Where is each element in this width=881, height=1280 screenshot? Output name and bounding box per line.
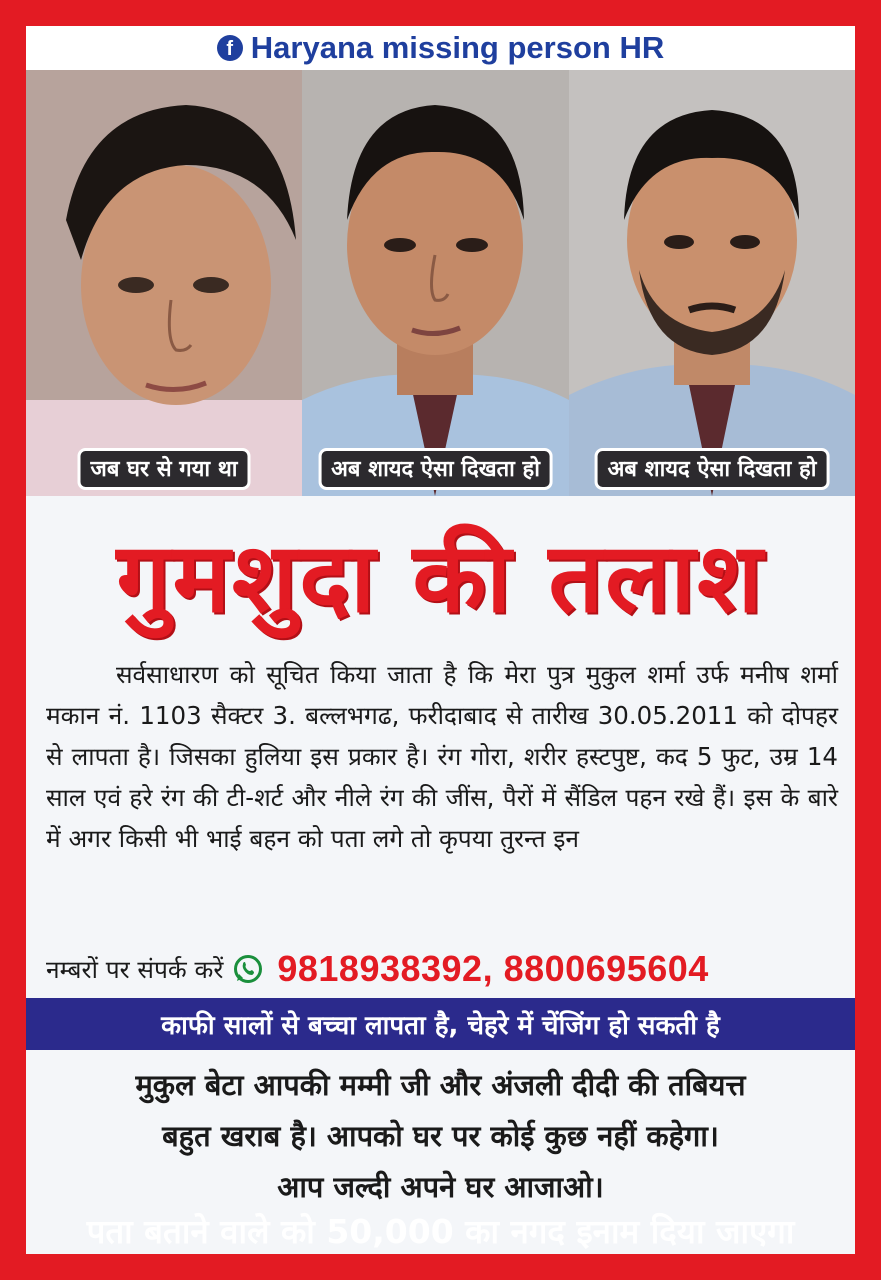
contact-prefix: नम्बरों पर संपर्क करें <box>46 954 224 984</box>
page-header <box>26 26 855 70</box>
poster-content <box>26 26 855 1254</box>
page-title: Haryana missing person HR <box>250 30 665 65</box>
headline: गुमशुदा की तलाश <box>116 521 765 634</box>
photo-childhood <box>26 70 302 496</box>
photo-label-aged-1: अब शायद ऐसा दिखता हो <box>318 448 553 490</box>
childhood-portrait <box>26 70 302 496</box>
photo-label-aged-2: अब शायद ऐसा दिखता हो <box>595 448 830 490</box>
aged-portrait-2 <box>569 70 855 496</box>
notice-band: काफी सालों से बच्चा लापता है, चेहरे में चेंजिंग हो सकती है <box>26 998 855 1050</box>
photo-aged-2 <box>569 70 855 496</box>
appeal-line-3: आप जल्दी अपने घर आजाओ। <box>277 1170 604 1204</box>
description-paragraph: सर्वसाधारण को सूचित किया जाता है कि मेरा पुत्र मुकुल शर्मा उर्फ मनीष शर्मा मकान नं. 1103 सैक्टर 3. बल्लभगढ, फरीदाबाद से तारीख 30.05.2011 को दोपहर से लापता है। जिसका हुलिया इस प्रकार है। रंग गोरा, शरीर हस्टपुष्ट, कद 5 फुट, उम्र 14 साल एवं हरे रंग की टी-शर्ट और नीले रंग की जींस, पैरों में सैंडिल पहन रखे हैं। इस के बारे में अगर किसी भी भाई बहन को पता लगे तो कृपया तुरन्त इन <box>46 660 838 853</box>
whatsapp-icon <box>233 954 263 984</box>
contact-line <box>46 944 856 994</box>
aged-portrait-1 <box>302 70 569 496</box>
appeal-line-2: बहुत खराब है। आपको घर पर कोई कुछ नहीं कहेगा। <box>162 1119 719 1153</box>
photo-aged-1 <box>302 70 569 496</box>
reward-banner: पता बताने वाले को 50,000 का नगद इनाम दिया जाएगा <box>86 1211 795 1251</box>
facebook-icon: f <box>217 35 243 61</box>
appeal-message <box>26 1060 855 1213</box>
photo-strip <box>26 70 855 496</box>
appeal-line-1: मुकुल बेटा आपकी मम्मी जी और अंजली दीदी की तबियत्त <box>135 1068 746 1102</box>
photo-label-childhood: जब घर से गया था <box>78 448 251 490</box>
phone-numbers[interactable]: 9818938392, 8800695604 <box>277 948 709 989</box>
